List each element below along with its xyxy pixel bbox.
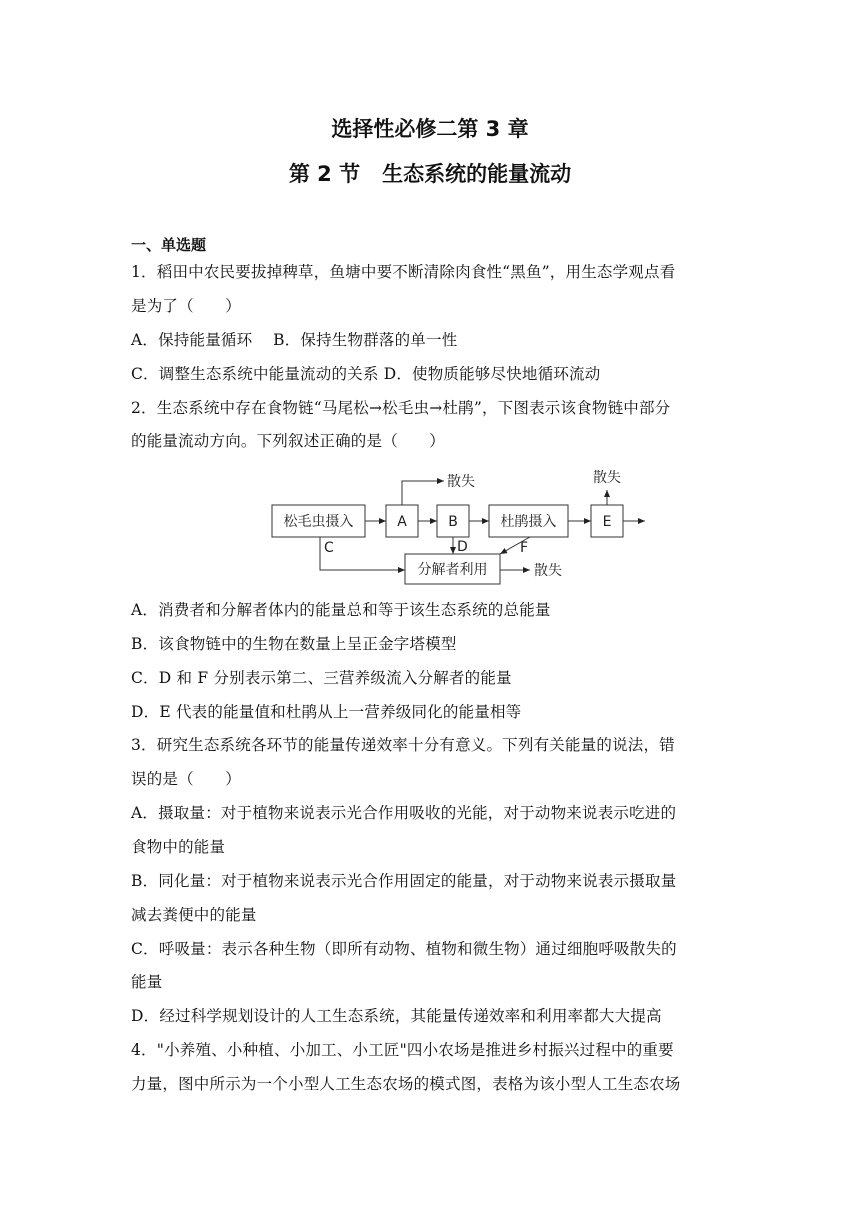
question-2-text: 的能量流动方向。下列叙述正确的是（ ） — [131, 432, 446, 450]
chapter-title: 选择性必修二第 3 章 — [331, 117, 529, 141]
question-3-option: B．同化量：对于植物来说表示光合作用固定的能量，对于动物来说表示摄取量 — [131, 872, 677, 890]
question-4-text: 4．"小养殖、小种植、小加工、小工匠"四小农场是推进乡村振兴过程中的重要 — [131, 1041, 674, 1059]
question-3-option: C．呼吸量：表示各种生物（即所有动物、植物和微生物）通过细胞呼吸散失的 — [131, 940, 677, 958]
label-cuckoo-intake: 杜鹃摄入 — [500, 514, 557, 530]
label-a: A — [397, 514, 407, 530]
label-lost-decomposer: 散失 — [534, 563, 562, 579]
label-b: B — [448, 514, 458, 530]
question-3-option: 减去粪便中的能量 — [131, 906, 257, 924]
question-1-option: C．调整生态系统中能量流动的关系 D．使物质能够尽快地循环流动 — [131, 365, 601, 383]
question-1-option: A．保持能量循环 B．保持生物群落的单一性 — [131, 331, 458, 349]
label-f: F — [520, 540, 529, 556]
question-1-text: 1．稻田中农民要拔掉稗草，鱼塘中要不断清除肉食性“黑鱼”，用生态学观点看 — [131, 263, 676, 281]
label-decomposer: 分解者利用 — [417, 562, 488, 578]
question-2-option: A．消费者和分解者体内的能量总和等于该生态系统的总能量 — [131, 601, 551, 619]
label-caterpillar-intake: 松毛虫摄入 — [283, 514, 354, 530]
question-3-option: 食物中的能量 — [131, 838, 226, 856]
section-title — [0, 158, 860, 188]
question-2-option: C．D 和 F 分别表示第二、三营养级流入分解者的能量 — [131, 669, 512, 687]
question-3-text: 误的是（ ） — [131, 770, 241, 788]
question-1-text: 是为了（ ） — [131, 297, 241, 315]
section-number: 第 2 节 — [288, 162, 361, 186]
section-topic: 生态系统的能量流动 — [382, 162, 572, 186]
question-2-text: 2．生态系统中存在食物链“马尾松→松毛虫→杜鹃”，下图表示该食物链中部分 — [131, 399, 671, 417]
energy-flow-diagram — [268, 462, 658, 586]
label-c: C — [324, 540, 334, 556]
question-3-text: 3．研究生态系统各环节的能量传递效率十分有意义。下列有关能量的说法，错 — [131, 736, 675, 754]
question-3-option: D．经过科学规划设计的人工生态系统，其能量传递效率和利用率都大大提高 — [131, 1007, 662, 1025]
question-2-option: B．该食物链中的生物在数量上呈正金字塔模型 — [131, 635, 457, 653]
question-4-text: 力量，图中所示为一个小型人工生态农场的模式图，表格为该小型人工生态农场 — [131, 1075, 681, 1093]
label-d: D — [457, 539, 468, 555]
question-2-option: D．E 代表的能量值和杜鹃从上一营养级同化的能量相等 — [131, 703, 522, 721]
section-header: 一、单选题 — [131, 236, 207, 254]
label-lost-a: 散失 — [447, 474, 475, 490]
question-3-option: A．摄取量：对于植物来说表示光合作用吸收的光能，对于动物来说表示吃进的 — [131, 804, 677, 822]
label-e: E — [602, 514, 612, 530]
label-lost-e: 散失 — [593, 470, 621, 486]
question-3-option: 能量 — [131, 973, 163, 991]
arrow-a-lost — [402, 481, 444, 505]
